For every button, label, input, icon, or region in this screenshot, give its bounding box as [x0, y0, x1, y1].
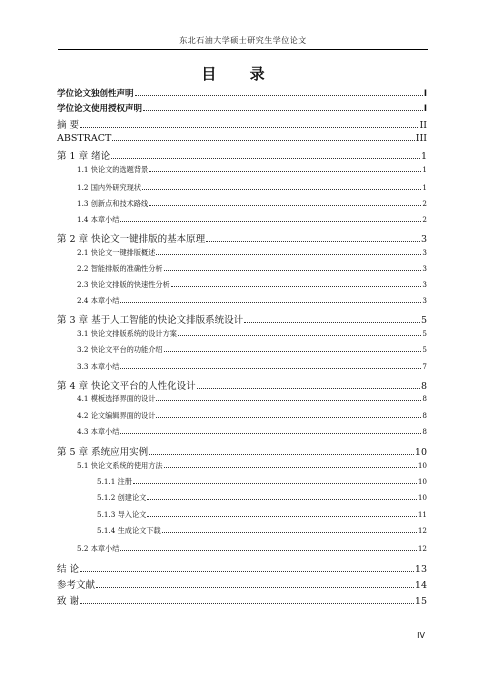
toc-leader-dots — [244, 315, 420, 323]
toc-entry-label: 5.1.2 创建论文 — [97, 493, 147, 502]
toc-entry-page: 2 — [422, 215, 427, 224]
toc-entry-page: 15 — [414, 596, 427, 607]
toc-entry-page: 1 — [420, 151, 427, 162]
toc-entry[interactable] — [57, 561, 427, 575]
toc-entry-label: 4.3 本章小结 — [77, 427, 120, 436]
toc-entry[interactable] — [57, 87, 427, 99]
toc-entry-label: 学位论文独创性声明 — [57, 89, 134, 99]
toc-entry[interactable] — [57, 493, 427, 503]
toc-entry-page: 10 — [417, 461, 427, 470]
toc-entry-label: 5.1.4 生成论文下载 — [97, 526, 161, 535]
toc-entry[interactable] — [57, 427, 427, 437]
toc-entry-page: 5 — [420, 315, 427, 326]
toc-entry-page: 3 — [422, 296, 427, 305]
toc-entry-label: 5.1 快论文系统的使用方法 — [77, 461, 163, 470]
toc-entry-page: 2 — [422, 199, 427, 208]
toc-entry-label: 3.3 本章小结 — [77, 362, 120, 371]
toc-entry[interactable] — [57, 264, 427, 274]
toc-entry[interactable] — [57, 296, 427, 306]
toc-entry-label: 1.3 创新点和技术路线 — [77, 199, 149, 208]
toc-entry[interactable] — [57, 577, 427, 591]
toc-entry[interactable] — [57, 102, 427, 114]
toc-entry-label: 5.2 本章小结 — [77, 544, 120, 553]
toc-entry[interactable] — [57, 329, 427, 339]
toc-entry[interactable] — [57, 215, 427, 225]
toc-entry-page: 8 — [422, 394, 427, 403]
toc-leader-dots — [156, 412, 421, 418]
toc-entry-page: 3 — [420, 234, 427, 245]
toc-leader-dots — [149, 166, 421, 172]
toc-entry-page: I — [423, 89, 427, 99]
toc-entry[interactable] — [57, 231, 427, 245]
toc-entry[interactable] — [57, 378, 427, 392]
running-header: 东北石油大学硕士研究生学位论文 — [58, 35, 428, 50]
toc-entry-page: 7 — [422, 362, 427, 371]
toc-entry-page: 10 — [414, 447, 427, 458]
toc-leader-dots — [171, 281, 422, 287]
toc-entry-label: 2.2 智能排版的准确性分析 — [77, 264, 163, 273]
toc-entry[interactable] — [57, 148, 427, 162]
toc-entry[interactable] — [57, 165, 427, 175]
toc-entry-page: 12 — [417, 544, 427, 553]
toc-entry-page: 8 — [422, 427, 427, 436]
toc-entry-page: 10 — [417, 493, 427, 502]
toc-entry-page: 1 — [422, 183, 427, 192]
page-title: 目 录 — [201, 65, 279, 83]
toc-leader-dots — [120, 216, 421, 222]
toc-entry[interactable] — [57, 461, 427, 471]
toc-entry[interactable] — [57, 248, 427, 258]
toc-leader-dots — [143, 104, 423, 111]
toc-leader-dots — [156, 395, 421, 401]
toc-leader-dots — [80, 564, 414, 572]
toc-entry-page: 11 — [417, 510, 427, 519]
toc-leader-dots — [142, 184, 421, 190]
toc-entry[interactable] — [57, 199, 427, 209]
toc-entry-label: 参考文献 — [57, 580, 96, 591]
toc-entry[interactable] — [57, 544, 427, 554]
toc-entry[interactable] — [57, 510, 427, 520]
toc-entry-label: 第 1 章 绪论 — [57, 151, 111, 162]
toc-entry-page: 3 — [422, 264, 427, 273]
toc-entry-page: 1 — [422, 165, 427, 174]
toc-entry-label: 1.2 国内外研究现状 — [77, 183, 142, 192]
toc-entry-label: 1.1 快论文的选题背景 — [77, 165, 149, 174]
toc-entry[interactable] — [57, 280, 427, 290]
toc-leader-dots — [197, 381, 420, 389]
toc-entry-page: 10 — [417, 477, 427, 486]
toc-leader-dots — [120, 297, 421, 303]
toc-leader-dots — [147, 494, 417, 500]
toc-entry[interactable] — [57, 593, 427, 607]
toc-entry[interactable] — [57, 394, 427, 404]
toc-leader-dots — [206, 234, 420, 242]
toc-entry[interactable] — [57, 526, 427, 536]
toc-entry-page: 3 — [422, 248, 427, 257]
toc-entry-label: 4.2 论文编辑界面的设计 — [77, 411, 156, 420]
toc-entry-page: 3 — [422, 280, 427, 289]
toc-entry-label: 2.1 快论文一键排版概述 — [77, 248, 156, 257]
toc-entry-page: 8 — [422, 411, 427, 420]
toc-entry-label: 摘 要 — [57, 120, 80, 131]
toc-entry-page: I — [423, 104, 427, 114]
toc-entry-label: ABSTRACT — [57, 133, 112, 144]
toc-entry-label: 4.1 模板选择界面的设计 — [77, 394, 156, 403]
toc-entry-page: 12 — [417, 526, 427, 535]
toc-entry[interactable] — [57, 345, 427, 355]
toc-entry-page: 14 — [414, 580, 427, 591]
toc-leader-dots — [120, 428, 421, 434]
toc-entry[interactable] — [57, 362, 427, 372]
toc-entry-label: 结 论 — [57, 564, 80, 575]
toc-leader-dots — [178, 330, 421, 336]
toc-leader-dots — [164, 462, 417, 468]
toc-leader-dots — [96, 580, 414, 588]
toc-leader-dots — [149, 447, 414, 455]
toc-entry[interactable] — [57, 411, 427, 421]
toc-leader-dots — [156, 249, 421, 255]
toc-leader-dots — [162, 527, 417, 533]
toc-entry[interactable] — [57, 183, 427, 193]
toc-entry-label: 1.4 本章小结 — [77, 215, 120, 224]
toc-leader-dots — [133, 478, 417, 484]
toc-leader-dots — [164, 346, 422, 352]
toc-entry-page: 8 — [420, 381, 427, 392]
toc-entry-label: 第 3 章 基于人工智能的快论文排版系统设计 — [57, 315, 244, 326]
toc-leader-dots — [112, 133, 414, 141]
toc-leader-dots — [111, 151, 420, 159]
toc-entry-label: 第 4 章 快论文平台的人性化设计 — [57, 381, 196, 392]
toc-entry-label: 2.3 快论文排版的快速性分析 — [77, 280, 170, 289]
toc-entry-label: 致 谢 — [57, 596, 80, 607]
toc-leader-dots — [80, 596, 414, 604]
toc-leader-dots — [120, 545, 416, 551]
toc-entry-label: 学位论文使用授权声明 — [57, 104, 143, 114]
toc-leader-dots — [147, 511, 417, 517]
toc-entry-page: III — [415, 133, 427, 144]
toc-entry[interactable] — [57, 312, 427, 326]
toc-entry-label: 第 2 章 快论文一键排版的基本原理 — [57, 234, 206, 245]
toc-entry-page: 5 — [422, 345, 427, 354]
toc-entry[interactable] — [57, 117, 427, 131]
toc-leader-dots — [135, 89, 423, 96]
toc-entry-page: 13 — [414, 564, 427, 575]
toc-entry-label: 第 5 章 系统应用实例 — [57, 447, 149, 458]
page-number: IV — [417, 631, 425, 640]
toc-entry-label: 3.2 快论文平台的功能介绍 — [77, 345, 163, 354]
toc-leader-dots — [164, 265, 422, 271]
toc-leader-dots — [149, 200, 421, 206]
toc-leader-dots — [120, 363, 421, 369]
toc-entry-page: 5 — [422, 329, 427, 338]
toc-entry[interactable] — [57, 444, 427, 458]
toc-leader-dots — [80, 120, 418, 128]
toc-entry-page: II — [419, 120, 427, 131]
toc-entry-label: 5.1.3 导入论文 — [97, 510, 147, 519]
toc-entry[interactable] — [57, 133, 427, 144]
toc-entry-label: 3.1 快论文排版系统的设计方案 — [77, 329, 177, 338]
toc-entry-label: 2.4 本章小结 — [77, 296, 120, 305]
toc-entry-label: 5.1.1 注册 — [97, 477, 132, 486]
toc-entry[interactable] — [57, 477, 427, 487]
